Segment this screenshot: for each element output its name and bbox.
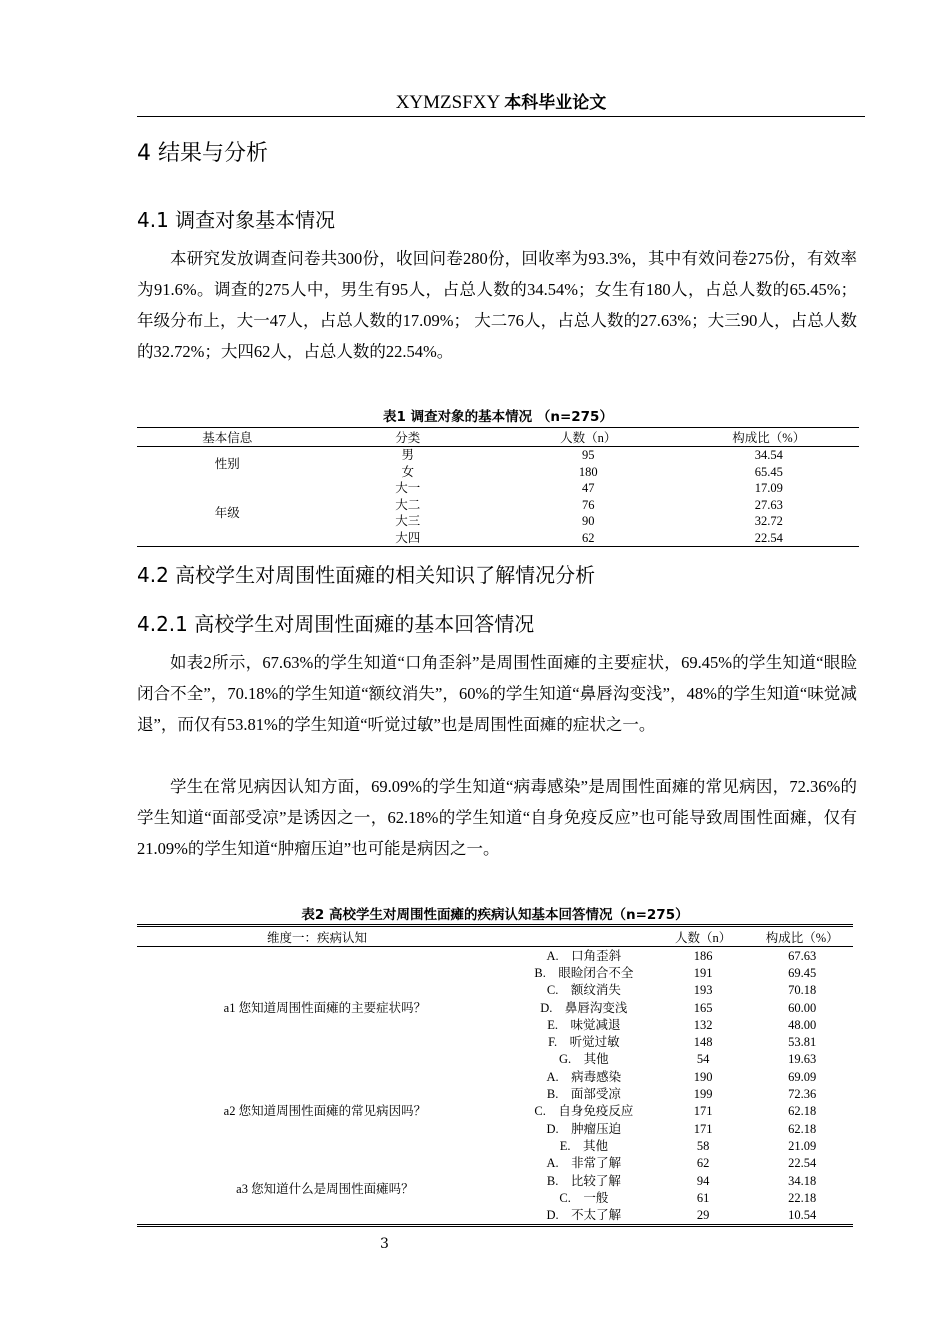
- category-cell: A. 口角歪斜: [546, 948, 622, 963]
- percent-cell: 34.54: [754, 448, 783, 463]
- percent-cell: 53.81: [788, 1035, 817, 1050]
- category-cell: C. 自身免疫反应: [534, 1104, 634, 1119]
- category-cell: 男: [401, 448, 414, 463]
- table2-header: 人数（n）: [655, 926, 751, 947]
- count-cell: 61: [696, 1190, 710, 1205]
- percent-cell: 27.63: [754, 497, 783, 512]
- percent-cell: 69.09: [788, 1069, 817, 1084]
- count-cell: 62: [696, 1156, 710, 1171]
- count-cell: 62: [582, 530, 595, 545]
- section-heading-4-2-1: 4.2.1 高校学生对周围性面瘫的基本回答情况: [137, 612, 535, 636]
- count-cell: 193: [693, 983, 713, 998]
- table1: [137, 427, 859, 547]
- category-cell: D. 鼻唇沟变浅: [540, 1000, 628, 1015]
- count-cell: 29: [696, 1208, 710, 1223]
- group-label: 年级: [214, 506, 240, 520]
- count-cell: 191: [693, 965, 713, 980]
- percent-cell: 17.09: [754, 481, 783, 496]
- category-cell: E. 味觉减退: [547, 1017, 621, 1032]
- percent-cell: 21.09: [788, 1138, 817, 1153]
- table1-header: 基本信息: [137, 428, 318, 447]
- percent-cell: 34.18: [788, 1173, 817, 1188]
- percent-cell: 65.45: [754, 464, 783, 479]
- category-cell: G. 其他: [559, 1052, 609, 1067]
- percent-cell: 22.18: [788, 1190, 817, 1205]
- category-cell: C. 一般: [559, 1190, 609, 1205]
- category-cell: A. 病毒感染: [546, 1069, 622, 1084]
- percent-cell: 60.00: [788, 1000, 817, 1015]
- paragraph-4-2-1-b: 学生在常见病因认知方面，69.09%的学生知道“病毒感染”是周围性面瘫的常见病因，72.36%的学生知道“面部受凉”是诱因之一，62.18%的学生知道“自身免疫反应”也可能导致周围性面瘫，仅有21.09%的学生知道“肿瘤压迫”也可能是病因之一。: [137, 777, 857, 858]
- header-latin: XYMZSFXY: [395, 92, 500, 113]
- page-number: 3: [380, 1236, 389, 1252]
- table2: [137, 924, 853, 1227]
- category-cell: 大四: [395, 530, 421, 545]
- count-cell: 165: [693, 1000, 713, 1015]
- header-cn: 本科毕业论文: [504, 93, 607, 113]
- category-cell: 大二: [395, 497, 421, 512]
- table-row: [137, 480, 859, 497]
- count-cell: 54: [696, 1052, 710, 1067]
- group-label: 性别: [214, 456, 240, 471]
- table1-header: 分类: [318, 428, 499, 447]
- category-cell: 大一: [395, 481, 421, 496]
- section-heading-4-2: 4.2 高校学生对周围性面瘫的相关知识了解情况分析: [137, 563, 596, 587]
- group-label: a3 您知道什么是周围性面瘫吗？: [236, 1182, 414, 1197]
- percent-cell: 48.00: [788, 1017, 817, 1032]
- percent-cell: 22.54: [754, 530, 783, 545]
- percent-cell: 69.45: [788, 965, 817, 980]
- category-cell: E. 其他: [559, 1138, 608, 1153]
- group-label: a2 您知道周围性面瘫的常见病因吗？: [223, 1104, 427, 1119]
- count-cell: 95: [582, 448, 595, 463]
- table1-caption: 表1 调查对象的基本情况 （n=275）: [383, 409, 613, 425]
- table-row: [137, 947, 853, 965]
- category-cell: B. 面部受凉: [546, 1087, 621, 1102]
- table1-header: 构成比（%）: [679, 428, 860, 447]
- paragraph-4-2-1-a: 如表2所示，67.63%的学生知道“口角歪斜”是周围性面瘫的主要症状，69.45%的学生知道“眼睑闭合不全”，70.18%的学生知道“额纹消失”，60%的学生知道“鼻唇沟变浅”，48%的学生知道“味觉减退”，而仅有53.81%的学生知道“听觉过敏”也是周围性面瘫的症状之一。: [137, 653, 857, 734]
- table-row: [137, 1068, 853, 1085]
- count-cell: 171: [693, 1104, 713, 1119]
- table2-caption: 表2 高校学生对周围性面瘫的疾病认知基本回答情况（n=275）: [301, 907, 689, 923]
- table2-header: 构成比（%）: [751, 926, 853, 947]
- count-cell: 186: [693, 948, 713, 963]
- group-label: a1 您知道周围性面瘫的主要症状吗？: [223, 1000, 427, 1015]
- percent-cell: 32.72: [754, 514, 783, 529]
- count-cell: 190: [693, 1069, 713, 1084]
- count-cell: 171: [693, 1121, 713, 1136]
- table1-header: 人数（n）: [498, 428, 679, 447]
- count-cell: 199: [693, 1087, 713, 1102]
- count-cell: 58: [696, 1138, 710, 1153]
- category-cell: D. 不太了解: [546, 1208, 622, 1223]
- count-cell: 76: [582, 497, 595, 512]
- category-cell: 大三: [395, 514, 421, 529]
- section-heading-4: 4 结果与分析: [137, 141, 268, 166]
- category-cell: B. 比较了解: [546, 1173, 621, 1188]
- percent-cell: 70.18: [788, 983, 817, 998]
- count-cell: 132: [693, 1017, 713, 1032]
- count-cell: 94: [696, 1173, 710, 1188]
- percent-cell: 10.54: [788, 1208, 817, 1223]
- percent-cell: 22.54: [788, 1156, 817, 1171]
- count-cell: 148: [693, 1035, 713, 1050]
- percent-cell: 19.63: [788, 1052, 817, 1067]
- table2-header: 维度一：疾病认知: [137, 926, 655, 947]
- paragraph-4-1: 本研究发放调查问卷共300份，收回问卷280份，回收率为93.3%，其中有效问卷275份，有效率为91.6%。调查的275人中，男生有95人，占总人数的34.54%；女生有180人，占总人数的65.45%；年级分布上，大一47人，占总人数的17.09%； 大二76人，占总人数的27.63%；大三90人，占总人数的32.72%；大四62人，占总人数的22.54%。: [137, 249, 857, 361]
- category-cell: 女: [401, 464, 414, 479]
- category-cell: C. 额纹消失: [546, 983, 621, 998]
- percent-cell: 67.63: [788, 948, 817, 963]
- percent-cell: 72.36: [788, 1087, 817, 1102]
- count-cell: 47: [582, 481, 595, 496]
- category-cell: B. 眼睑闭合不全: [534, 965, 634, 980]
- category-cell: A. 非常了解: [546, 1156, 622, 1171]
- section-heading-4-1: 4.1 调查对象基本情况: [137, 208, 336, 232]
- table-row: [137, 1155, 853, 1172]
- category-cell: F. 听觉过敏: [548, 1035, 620, 1050]
- count-cell: 90: [582, 514, 595, 529]
- percent-cell: 62.18: [788, 1121, 817, 1136]
- count-cell: 180: [578, 464, 598, 479]
- running-header: [137, 88, 865, 117]
- table-row: [137, 447, 859, 464]
- percent-cell: 62.18: [788, 1104, 817, 1119]
- category-cell: D. 肿瘤压迫: [546, 1121, 622, 1136]
